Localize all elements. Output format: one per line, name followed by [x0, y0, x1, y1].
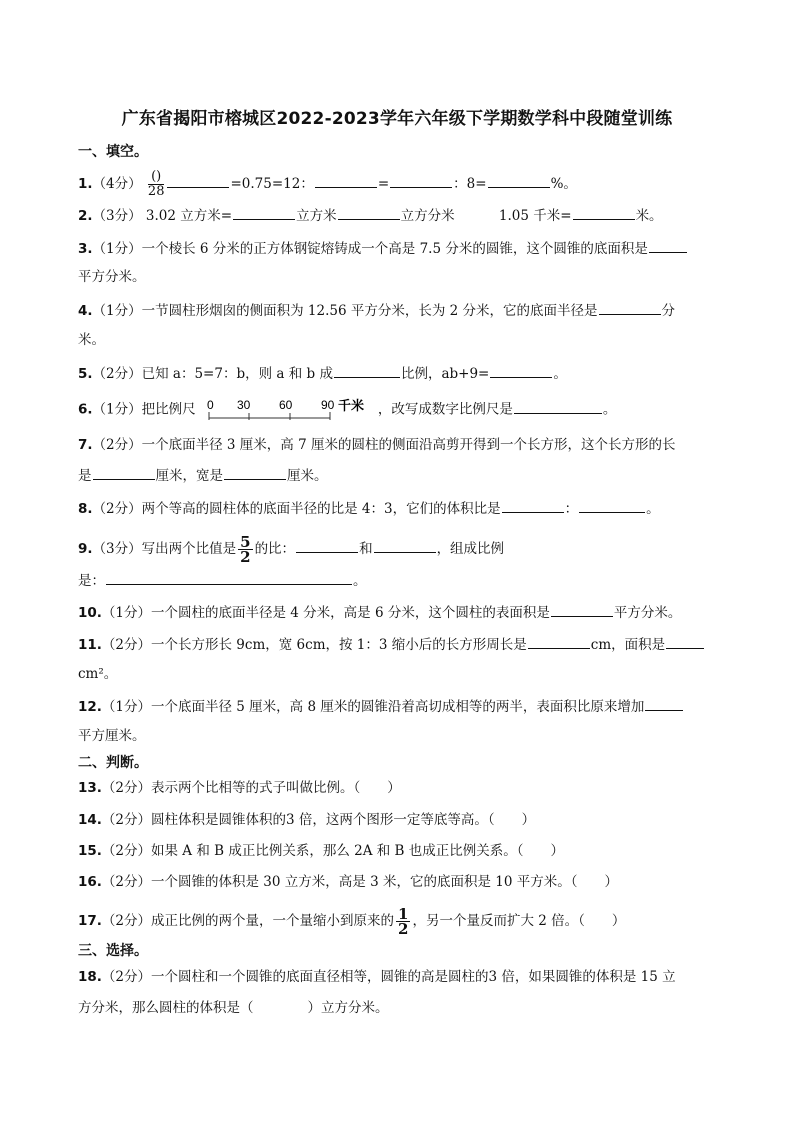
question-text: 3.02 立方米=	[145, 208, 233, 224]
question-10	[78, 603, 681, 622]
question-text: 圆柱体积是圆锥体积的3 倍，这两个图形一定等底等高。（ ）	[151, 812, 536, 828]
question-text: 两个等高的圆柱体的底面半径的比是 4：3，它们的体积比是	[141, 501, 501, 517]
question-text: 方分米，那么圆柱的体积是（ ）立方分米。	[78, 1000, 389, 1016]
question-number: 6.	[78, 401, 93, 418]
question-number: 8.	[78, 501, 93, 517]
question-score: （4分）	[92, 176, 142, 192]
answer-blank[interactable]	[374, 539, 436, 553]
question-score: （1分）	[92, 401, 142, 418]
question-text: cm²。	[78, 666, 118, 682]
answer-blank[interactable]	[573, 206, 635, 220]
question-text: 分	[661, 303, 676, 319]
question-text: cm，面积是	[590, 637, 666, 653]
question-number: 12.	[78, 699, 102, 715]
section-heading-fill: 一、填空。	[78, 144, 148, 160]
question-text: 成正比例的两个量，一个量缩小到原来的	[151, 913, 395, 929]
question-text: 一个棱长 6 分米的正方体钢锭熔铸成一个高是 7.5 分米的圆锥，这个圆锥的底面积是	[141, 241, 648, 257]
question-8	[78, 499, 660, 518]
answer-blank[interactable]	[338, 206, 400, 220]
question-text: 如果 A 和 B 成正比例关系，那么 2A 和 B 也成正比例关系。（ ）	[151, 843, 565, 859]
answer-blank[interactable]	[93, 466, 155, 480]
question-text: 。	[353, 573, 367, 589]
question-score: （2分）	[92, 437, 142, 453]
question-score: （2分）	[92, 501, 142, 517]
question-number: 1.	[78, 176, 93, 192]
question-number: 5.	[78, 366, 93, 382]
answer-blank[interactable]	[390, 174, 452, 188]
question-7-cont	[78, 466, 328, 485]
ruler-unit: 千米	[337, 399, 364, 414]
answer-blank[interactable]	[296, 539, 358, 553]
ruler-label: 90	[320, 398, 335, 412]
fraction: $\frac{1}{2}$	[398, 905, 409, 938]
question-text: 平方厘米。	[78, 728, 146, 744]
question-text: 是：	[78, 573, 105, 589]
question-score: （2分）	[101, 637, 152, 653]
question-text: 一个圆柱的底面半径是 4 分米，高是 6 分米，这个圆柱的表面积是	[151, 605, 550, 621]
answer-blank[interactable]	[514, 400, 602, 414]
question-4	[78, 301, 675, 320]
question-text: ，另一个量反而扩大 2 倍。（ ）	[412, 913, 626, 929]
question-number: 10.	[78, 605, 102, 621]
question-4-cont	[78, 331, 105, 349]
question-number: 13.	[78, 780, 102, 796]
question-14	[78, 811, 535, 829]
question-text: 厘米，宽是	[155, 468, 223, 484]
ruler-label: 0	[206, 398, 214, 412]
question-16	[78, 873, 618, 891]
question-number: 3.	[78, 241, 93, 257]
question-12	[78, 697, 684, 716]
question-13	[78, 779, 401, 797]
ruler-label: 30	[236, 398, 251, 412]
question-text: 立方分米	[400, 208, 455, 224]
answer-blank[interactable]	[502, 499, 564, 513]
question-score: （2分）	[101, 969, 152, 985]
question-15	[78, 842, 564, 860]
answer-blank[interactable]	[649, 239, 687, 253]
question-text: =	[377, 176, 390, 192]
question-text: %。	[550, 176, 577, 192]
question-2	[78, 206, 663, 225]
question-text: 厘米。	[287, 468, 328, 484]
answer-blank[interactable]	[488, 174, 550, 188]
section-heading-judge: 二、判断。	[78, 755, 148, 771]
answer-blank[interactable]	[106, 571, 352, 585]
answer-blank[interactable]	[645, 697, 683, 711]
question-12-cont	[78, 727, 146, 745]
question-score: （2分）	[101, 874, 152, 890]
question-number: 16.	[78, 874, 102, 890]
question-text: 一个底面半径 5 厘米，高 8 厘米的圆锥沿着高切成相等的两半，表面积比原来增加	[151, 699, 645, 715]
question-text: 一个圆柱和一个圆锥的底面直径相等，圆锥的高是圆柱的3 倍，如果圆锥的体积是 15 立	[151, 969, 676, 985]
section-heading-choice: 三、选择。	[78, 943, 148, 959]
question-text: 一个底面半径 3 厘米，高 7 厘米的圆柱的侧面沿高剪开得到一个长方形，这个长方形的长	[141, 437, 676, 453]
question-text: 的比：	[254, 541, 296, 557]
question-text: 。	[646, 501, 660, 517]
answer-blank[interactable]	[334, 364, 400, 378]
question-score: （2分）	[101, 843, 152, 859]
question-number: 7.	[78, 437, 93, 453]
question-text: 一个圆锥的体积是 30 立方米，高是 3 米，它的底面积是 10 平方米。（ ）	[151, 874, 618, 890]
question-text: 立方米	[296, 208, 337, 224]
question-number: 14.	[78, 812, 102, 828]
question-number: 15.	[78, 843, 102, 859]
question-score: （2分）	[101, 913, 152, 929]
page-title: 广东省揭阳市榕城区2022-2023学年六年级下学期数学科中段随堂训练	[121, 109, 673, 129]
question-text: 表示两个比相等的式子叫做比例。（ ）	[151, 780, 401, 796]
answer-blank[interactable]	[490, 364, 552, 378]
question-score: （3分）	[92, 208, 142, 224]
question-5	[78, 364, 567, 383]
question-text: 平方分米。	[613, 605, 682, 621]
question-text: 把比例尺	[141, 401, 196, 418]
answer-blank[interactable]	[233, 206, 295, 220]
question-score: （2分）	[92, 366, 142, 382]
question-number: 4.	[78, 303, 93, 319]
question-score: （1分）	[92, 241, 142, 257]
question-number: 17.	[78, 913, 102, 929]
question-3-cont	[78, 268, 146, 286]
question-text: =0.75=12：	[230, 176, 314, 192]
question-11	[78, 635, 705, 654]
question-number: 9.	[78, 541, 93, 557]
answer-blank[interactable]	[167, 174, 229, 188]
question-18-cont	[78, 999, 389, 1017]
fraction: $\frac{()}{28}$	[147, 169, 165, 199]
question-text: ：	[564, 501, 579, 517]
question-text: 。	[553, 366, 567, 382]
answer-blank[interactable]	[579, 499, 645, 513]
question-text: 和	[359, 541, 373, 557]
answer-blank[interactable]	[551, 603, 613, 617]
question-text: 平方分米。	[78, 269, 146, 285]
question-text: 米。	[635, 208, 663, 224]
question-text: 1.05 千米=	[498, 208, 572, 224]
question-text: 比例，ab+9=	[400, 366, 490, 382]
question-text: ，改写成数字比例尺是	[377, 401, 513, 418]
answer-blank[interactable]	[599, 301, 661, 315]
ruler-label: 60	[278, 398, 293, 412]
question-9-cont	[78, 571, 367, 590]
question-3	[78, 239, 688, 258]
question-1	[78, 170, 577, 199]
question-number: 11.	[78, 637, 102, 653]
question-text: 一个长方形长 9cm，宽 6cm，按 1：3 缩小后的长方形周长是	[151, 637, 527, 653]
question-text: 一节圆柱形烟囱的侧面积为 12.56 平方分米，长为 2 分米，它的底面半径是	[141, 303, 598, 319]
answer-blank[interactable]	[528, 635, 590, 649]
question-number: 2.	[78, 208, 93, 224]
question-18	[78, 968, 676, 986]
question-score: （2分）	[101, 780, 152, 796]
question-text: 已知 a：5=7：b，则 a 和 b 成	[141, 366, 333, 382]
answer-blank[interactable]	[224, 466, 286, 480]
question-11-cont	[78, 665, 117, 683]
question-text: 是	[78, 468, 92, 484]
question-17	[78, 907, 625, 936]
question-9	[78, 535, 504, 564]
scale-ruler-diagram	[204, 398, 374, 422]
question-text: ：8=	[453, 176, 487, 192]
answer-blank[interactable]	[315, 174, 377, 188]
question-score: （1分）	[101, 699, 152, 715]
question-text: 米。	[78, 332, 105, 348]
question-text: ，组成比例	[436, 541, 505, 557]
question-6	[78, 398, 616, 422]
fraction: $\frac{5}{2}$	[240, 533, 251, 566]
question-score: （3分）	[92, 541, 142, 557]
question-score: （1分）	[92, 303, 142, 319]
question-score: （2分）	[101, 812, 152, 828]
question-text: 写出两个比值是	[141, 541, 237, 557]
question-text: 。	[602, 401, 617, 418]
answer-blank[interactable]	[666, 635, 704, 649]
question-number: 18.	[78, 969, 102, 985]
question-7	[78, 436, 675, 454]
question-score: （1分）	[101, 605, 152, 621]
